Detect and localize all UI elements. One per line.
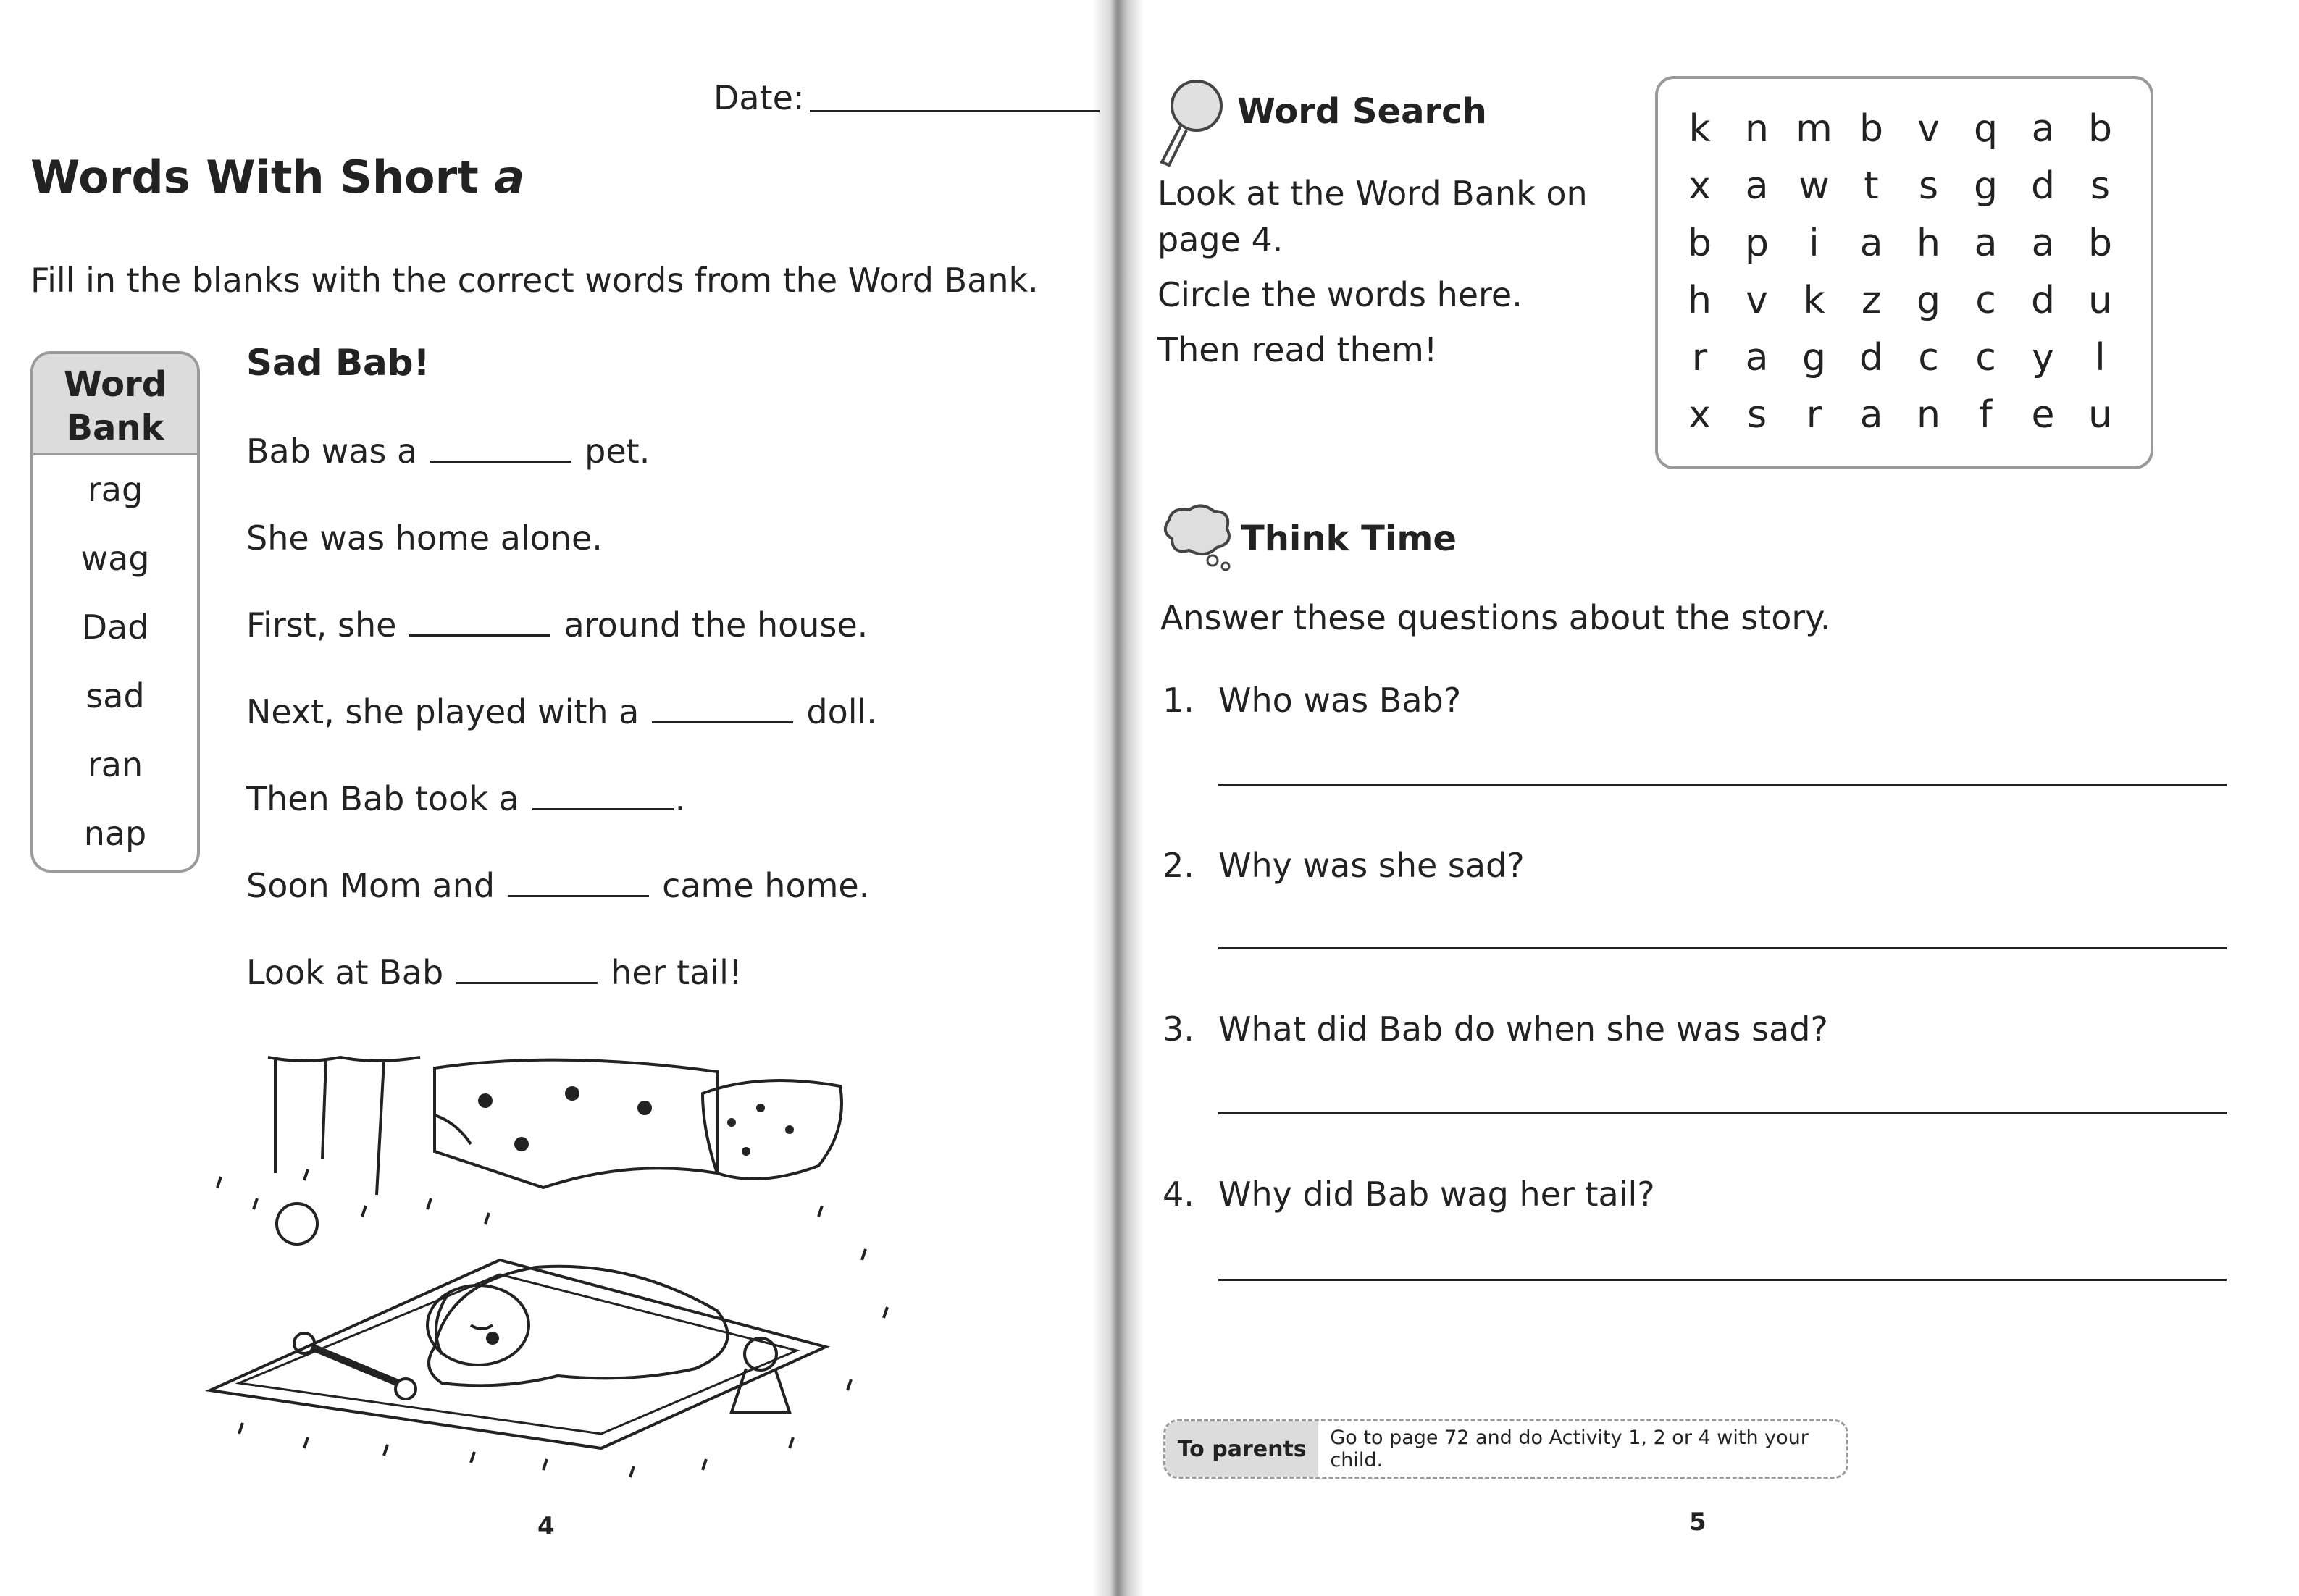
word-bank-item: nap [83,814,147,853]
story-text: . [674,779,686,818]
grid-letter[interactable]: e [2031,393,2055,437]
grid-letter[interactable]: k [1803,279,1825,322]
grid-letter[interactable]: a [1859,222,1883,265]
word-bank-item: ran [87,745,143,784]
grid-letter[interactable]: g [1973,164,1998,208]
grid-letter[interactable]: c [1918,336,1939,379]
answer-line[interactable] [1218,784,2227,786]
grid-letter[interactable]: n [1745,107,1769,151]
grid-letter[interactable]: d [2030,279,2055,322]
grid-letter[interactable]: r [1806,393,1822,437]
grid-letter[interactable]: a [1859,393,1883,437]
parents-note-label: To parents [1165,1421,1318,1477]
grid-letter[interactable]: x [1688,164,1711,208]
word-bank-heading-line1: Word [63,364,167,405]
answer-line[interactable] [1218,947,2227,949]
grid-letter[interactable]: m [1796,107,1833,151]
grid-letter[interactable]: d [1859,336,1883,379]
story-text: pet. [585,432,650,471]
grid-letter[interactable]: a [1974,222,1998,265]
page-number-right: 5 [1689,1508,1707,1537]
word-bank-heading-line2: Bank [66,408,164,448]
grid-letter[interactable]: t [1864,164,1879,208]
page-title-italic: a [494,151,525,203]
grid-letter[interactable]: a [2031,107,2055,151]
grid-letter[interactable]: b [2087,107,2112,151]
word-bank-item: rag [87,470,143,509]
word-search-grid [1671,101,2129,444]
word-search-text-line: page 4. [1157,220,1283,259]
word-bank-item: sad [85,676,145,715]
answer-line[interactable] [1218,1279,2227,1281]
story-title: Sad Bab! [246,342,430,384]
question-text: Who was Bab? [1218,681,1462,720]
story-text: Then Bab took a [246,779,519,818]
grid-letter[interactable]: f [1979,393,1993,437]
grid-letter[interactable]: c [1975,336,1996,379]
story-text: around the house. [564,605,868,644]
grid-letter[interactable]: p [1744,222,1769,265]
grid-letter[interactable]: y [2032,336,2054,379]
grid-letter[interactable]: g [1801,336,1826,379]
thought-bubble-icon [1157,503,1239,572]
story-text: First, she [246,605,397,644]
story-text: Soon Mom and [246,866,495,905]
grid-letter[interactable]: v [1746,279,1768,322]
magnifying-glass-icon [1156,77,1226,171]
grid-letter[interactable]: u [2088,279,2112,322]
grid-letter[interactable]: x [1688,393,1711,437]
story-text: doll. [806,692,877,731]
date-label: Date: [713,78,805,117]
grid-letter[interactable]: s [1918,164,1939,208]
grid-letter[interactable]: u [2088,393,2112,437]
word-search-title: Word Search [1237,91,1487,132]
parents-note-text: Go to page 72 and do Activity 1, 2 or 4 with your child. [1330,1427,1809,1471]
answer-line[interactable] [1218,1112,2227,1114]
grid-letter[interactable]: l [2095,336,2106,379]
grid-letter[interactable]: s [1746,393,1767,437]
word-search-text-line: Then read them! [1157,330,1438,369]
grid-letter[interactable]: g [1916,279,1940,322]
grid-letter[interactable]: d [2030,164,2055,208]
grid-letter[interactable]: b [2087,222,2112,265]
story-text: came home. [662,866,870,905]
grid-letter[interactable]: a [1745,164,1769,208]
word-bank-item: Dad [81,608,149,647]
story-text: Look at Bab [246,953,444,992]
page-number-left: 4 [537,1512,555,1541]
grid-letter[interactable]: a [1745,336,1769,379]
question-text: What did Bab do when she was sad? [1218,1009,1828,1049]
word-search-text-line: Circle the words here. [1157,275,1523,314]
grid-letter[interactable]: b [1687,222,1712,265]
question-number: 1. [1163,681,1194,720]
grid-letter[interactable]: c [1975,279,1996,322]
question-text: Why did Bab wag her tail? [1218,1175,1655,1214]
think-time-instructions: Answer these questions about the story. [1160,598,1831,637]
word-bank-item: wag [80,539,150,578]
grid-letter[interactable]: k [1688,107,1711,151]
grid-letter[interactable]: i [1809,222,1819,265]
grid-letter[interactable]: v [1917,107,1940,151]
grid-letter[interactable]: b [1859,107,1883,151]
think-time-title: Think Time [1241,518,1457,559]
instructions: Fill in the blanks with the correct words from the Word Bank. [30,261,1039,300]
grid-letter[interactable]: h [1688,279,1712,322]
word-search-grid-box [1655,76,2153,469]
grid-letter[interactable]: z [1861,279,1882,322]
question-number: 2. [1163,846,1194,885]
grid-letter[interactable]: h [1917,222,1940,265]
grid-letter[interactable]: n [1917,393,1940,437]
word-search-text-line: Look at the Word Bank on [1157,174,1588,213]
grid-letter[interactable]: r [1691,336,1708,379]
question-number: 3. [1163,1009,1194,1049]
story-text: Next, she played with a [246,692,640,731]
question-text: Why was she sad? [1218,846,1525,885]
story-text: She was home alone. [246,518,603,558]
page-title-main: Words With Short [30,151,495,203]
grid-letter[interactable]: a [2031,222,2055,265]
grid-letter[interactable]: q [1973,107,1998,151]
parents-note [1163,1419,1848,1479]
story-text: Bab was a [246,432,418,471]
grid-letter[interactable]: w [1798,164,1830,208]
question-number: 4. [1163,1175,1194,1214]
story-text: her tail! [611,953,742,992]
grid-letter[interactable]: s [2090,164,2111,208]
